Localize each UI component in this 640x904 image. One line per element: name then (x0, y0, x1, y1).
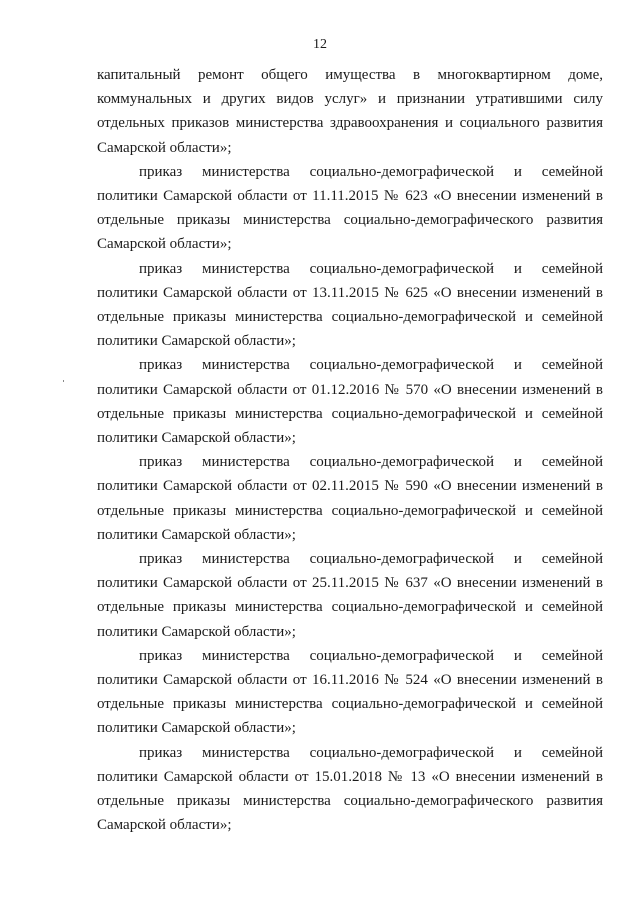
paragraph-order-570: приказ министерства социально-демографической и семейной политики Самарской области от 01.12.2016 № 570 «О внесении изменений в отдельные приказы министерства социально-демографической и семейной политики Самарской области»; (97, 357, 603, 447)
scan-speck (63, 380, 64, 382)
paragraph-order-590: приказ министерства социально-демографической и семейной политики Самарской области от 02.11.2015 № 590 «О внесении изменений в отдельные приказы министерства социально-демографической и семейной политики Самарской области»; (97, 454, 603, 543)
paragraph-order-625: приказ министерства социально-демографической и семейной политики Самарской области от 13.11.2015 № 625 «О внесении изменений в отдельные приказы министерства социально-демографической и семейной политики Самарской области»; (97, 260, 603, 350)
paragraph-order-623: приказ министерства социально-демографической и семейной политики Самарской области от 11.11.2015 № 623 «О внесении изменений в отдельные приказы министерства социально-демографического развития Самарской области»; (97, 163, 603, 253)
paragraph-order-637: приказ министерства социально-демографической и семейной политики Самарской области от 25.11.2015 № 637 «О внесении изменений в отдельные приказы министерства социально-демографической и семейной политики Самарской области»; (97, 551, 603, 640)
paragraph-continuation: капитальный ремонт общего имущества в многоквартирном доме, коммунальных и других видов услуг» и признании утратившими силу отдельных приказов министерства здравоохранения и социального развития Самарской области»; (97, 67, 603, 156)
paragraph-order-13: приказ министерства социально-демографической и семейной политики Самарской области от 15.01.2018 № 13 «О внесении изменений в отдельные приказы министерства социально-демографического развития Самарской области»; (97, 744, 603, 834)
document-body (97, 63, 603, 838)
page-number: 12 (313, 37, 327, 52)
paragraph-order-524: приказ министерства социально-демографической и семейной политики Самарской области от 16.11.2016 № 524 «О внесении изменений в отдельные приказы министерства социально-демографической и семейной политики Самарской области»; (97, 647, 603, 737)
